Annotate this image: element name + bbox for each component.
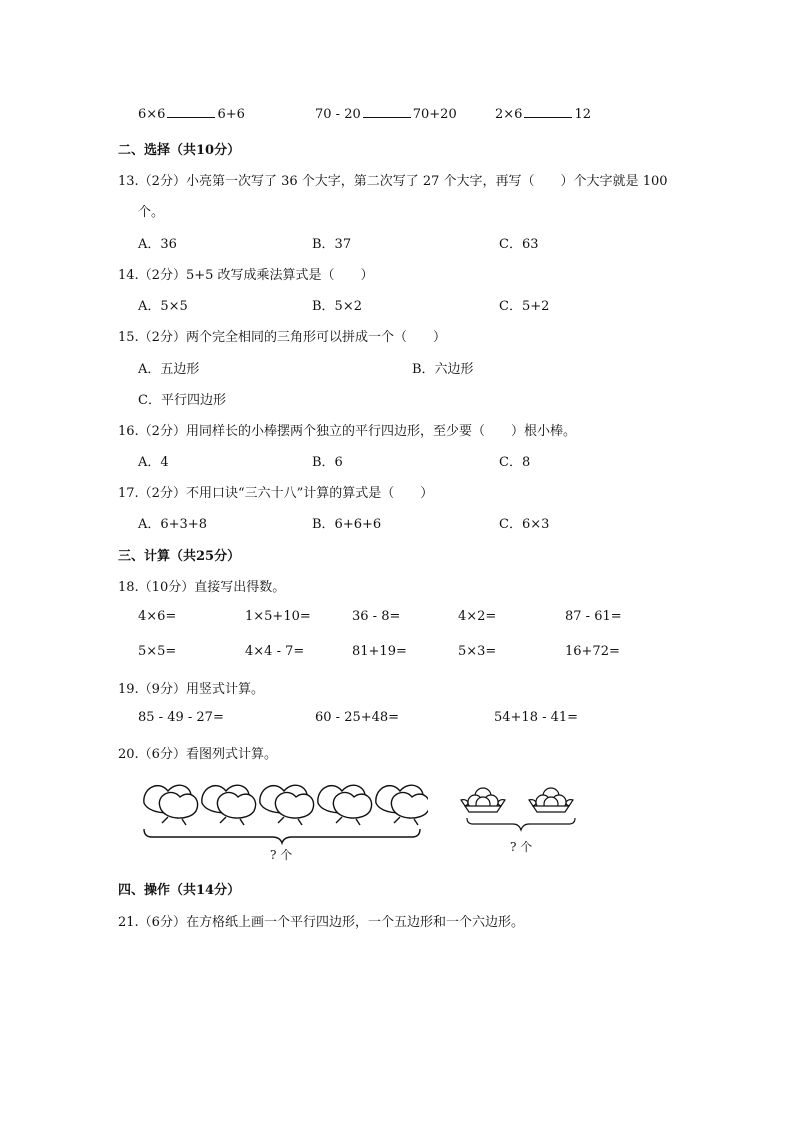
q18-item: 4×4 - 7= xyxy=(245,644,305,659)
peach-group-icon xyxy=(144,785,198,825)
question-18-text: 18.（10分）直接写出得数。 xyxy=(118,580,286,595)
q18-item: 87 - 61= xyxy=(565,609,622,624)
q19-item: 60 - 25+48= xyxy=(315,710,400,725)
q13-option-c[interactable]: C．63 xyxy=(499,237,539,252)
q17-option-b[interactable]: B．6+6+6 xyxy=(312,517,382,532)
answer-blank[interactable] xyxy=(363,106,411,118)
expr-left: 70 - 20 xyxy=(315,107,361,122)
expr-right: 12 xyxy=(574,107,591,122)
q18-item: 4×2= xyxy=(458,609,497,624)
question-15-text: 15.（2分）两个完全相同的三角形可以拼成一个（ ） xyxy=(118,330,446,345)
q18-item: 81+19= xyxy=(352,644,407,659)
q16-option-a[interactable]: A．4 xyxy=(138,455,169,470)
expr-left: 2×6 xyxy=(495,107,523,122)
brace-icon xyxy=(144,829,420,843)
question-16-text: 16.（2分）用同样长的小棒摆两个独立的平行四边形，至少要（ ）根小棒。 xyxy=(118,424,576,439)
q19-item: 85 - 49 - 27= xyxy=(138,710,224,725)
question-19-text: 19.（9分）用竖式计算。 xyxy=(118,682,264,697)
q18-item: 4×6= xyxy=(138,609,177,624)
right-figure-label: ? 个 xyxy=(510,840,533,854)
q13-option-a[interactable]: A．36 xyxy=(138,237,177,252)
peaches-illustration xyxy=(138,775,428,847)
q17-option-a[interactable]: A．6+3+8 xyxy=(138,517,207,532)
top-comparison-2 xyxy=(315,106,457,122)
expr-left: 6×6 xyxy=(138,107,166,122)
peach-group-icon xyxy=(318,785,372,825)
fruit-basket-icon xyxy=(529,788,573,812)
q18-item: 36 - 8= xyxy=(352,609,401,624)
q17-option-c[interactable]: C．6×3 xyxy=(499,517,550,532)
question-13-text: 13.（2分）小亮第一次写了 36 个大字，第二次写了 27 个大字，再写（ ）个大字就是 100 xyxy=(118,174,668,189)
q14-option-c[interactable]: C．5+2 xyxy=(499,299,550,314)
brace-icon xyxy=(467,818,575,830)
section-title-choice: 二、选择（共10分） xyxy=(118,143,241,158)
q15-option-c[interactable]: C．平行四边形 xyxy=(138,393,226,408)
q18-item: 16+72= xyxy=(565,644,620,659)
section-title-calculation: 三、计算（共25分） xyxy=(118,549,241,564)
peach-group-icon xyxy=(376,785,428,825)
expr-right: 6+6 xyxy=(217,107,245,122)
section-title-operation: 四、操作（共14分） xyxy=(118,883,241,898)
q14-option-a[interactable]: A．5×5 xyxy=(138,299,188,314)
expr-right: 70+20 xyxy=(412,107,457,122)
q16-option-c[interactable]: C．8 xyxy=(499,455,531,470)
q14-option-b[interactable]: B．5×2 xyxy=(312,299,362,314)
answer-blank[interactable] xyxy=(167,106,215,118)
top-comparison-1 xyxy=(138,106,245,122)
peach-group-icon xyxy=(260,785,314,825)
left-figure-label: ? 个 xyxy=(270,848,293,862)
q13-option-b[interactable]: B．37 xyxy=(312,237,352,252)
q18-item: 1×5+10= xyxy=(245,609,311,624)
q19-item: 54+18 - 41= xyxy=(494,710,579,725)
answer-blank[interactable] xyxy=(524,106,572,118)
question-13-text-cont: 个。 xyxy=(138,205,165,220)
question-21-text: 21.（6分）在方格纸上画一个平行四边形，一个五边形和一个六边形。 xyxy=(118,915,524,930)
top-comparison-3 xyxy=(495,106,591,122)
question-20-text: 20.（6分）看图列式计算。 xyxy=(118,747,277,762)
q18-item: 5×3= xyxy=(458,644,497,659)
q15-option-b[interactable]: B．六边形 xyxy=(412,362,474,377)
question-14-text: 14.（2分）5+5 改写成乘法算式是（ ） xyxy=(118,268,374,283)
q15-option-a[interactable]: A．五边形 xyxy=(138,362,200,377)
question-17-text: 17.（2分）不用口诀“三六十八”计算的算式是（ ） xyxy=(118,486,434,501)
q18-item: 5×5= xyxy=(138,644,177,659)
fruit-basket-icon xyxy=(461,788,505,812)
baskets-illustration xyxy=(457,778,587,834)
q16-option-b[interactable]: B．6 xyxy=(312,455,343,470)
peach-group-icon xyxy=(202,785,256,825)
